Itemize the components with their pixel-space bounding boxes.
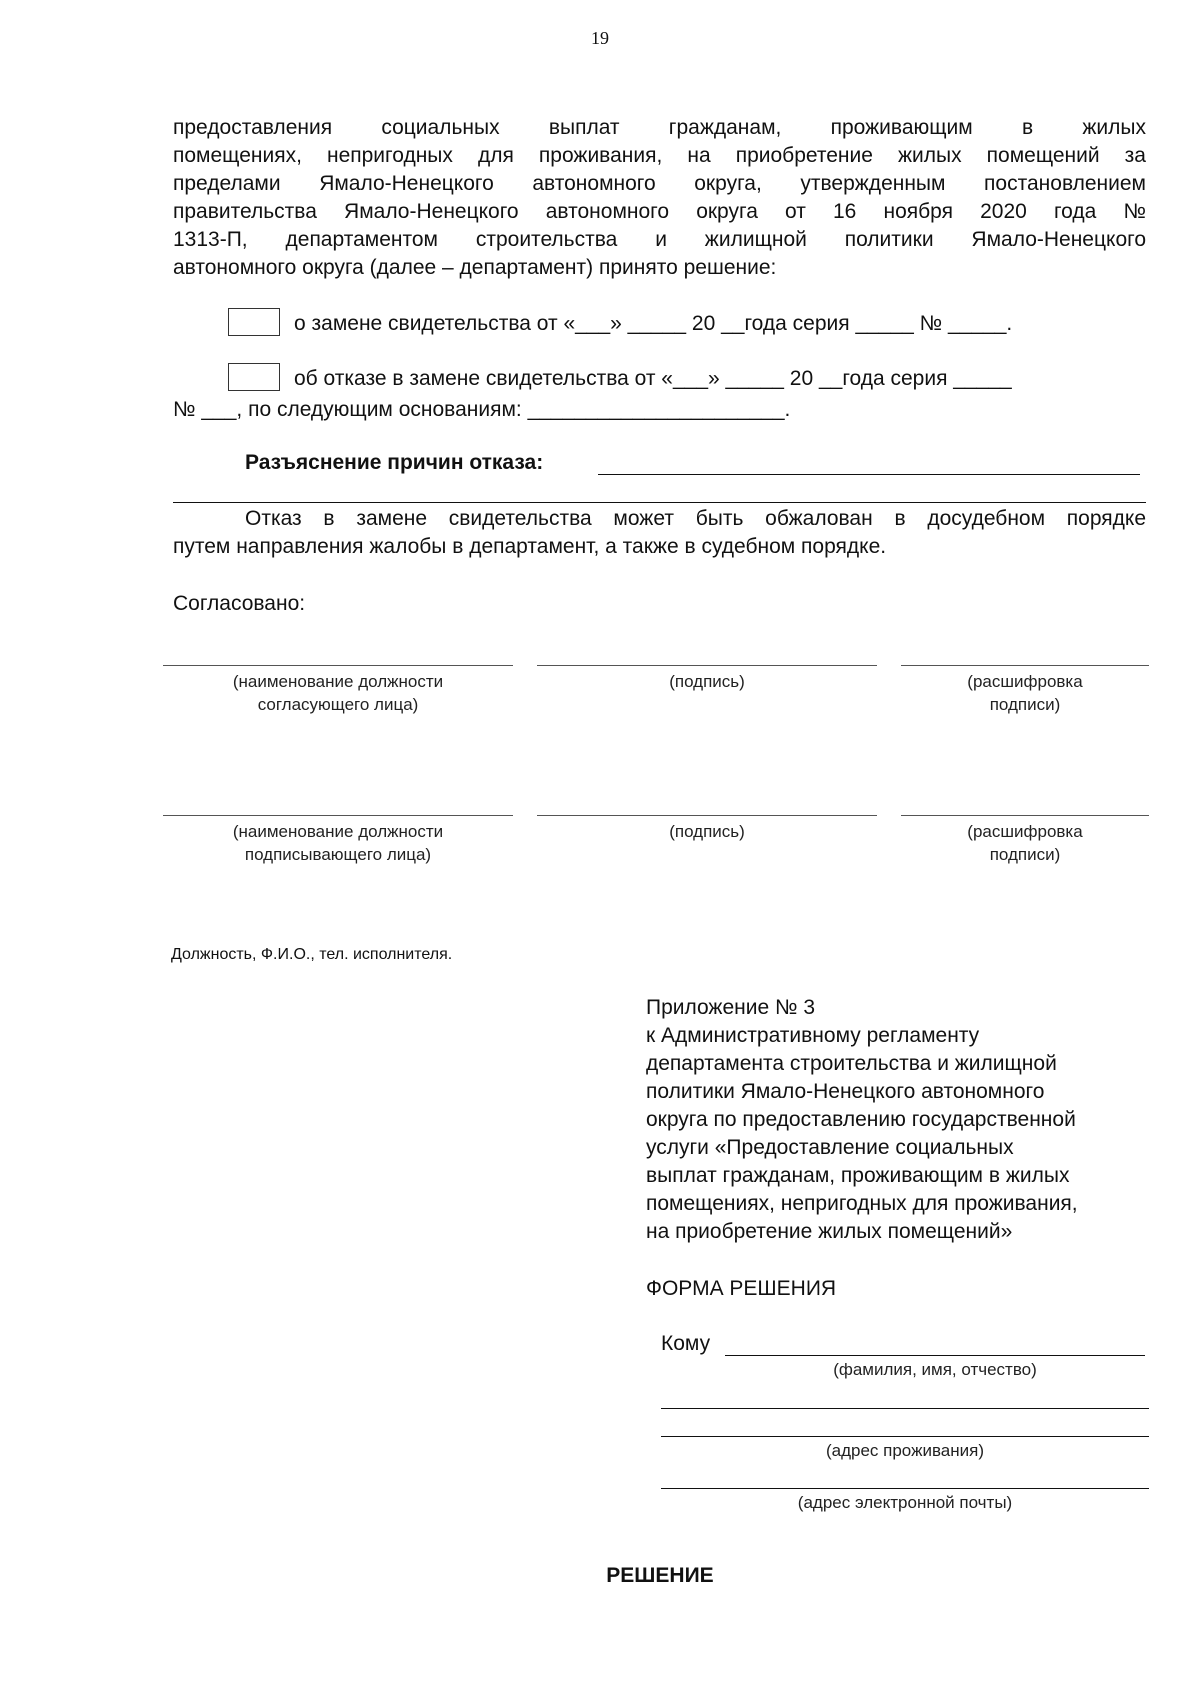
refuse-option-grounds: № ___, по следующим основаниям: ______________________.: [173, 398, 791, 421]
caption-text: (расшифровка: [967, 822, 1083, 841]
address-line-2[interactable]: [661, 1436, 1149, 1437]
refuse-option-text: об отказе в замене свидетельства от «___» _____ 20 __года серия _____: [294, 367, 1012, 390]
executor-note: Должность, Ф.И.О., тел. исполнителя.: [171, 946, 453, 963]
decision-title: РЕШЕНИЕ: [606, 1564, 714, 1587]
refusal-reason-line[interactable]: [598, 474, 1140, 475]
refusal-reason-label: Разъяснение причин отказа:: [245, 451, 544, 474]
intro-line: правительства Ямало-Ненецкого автономного округа от 16 ноября 2020 года №: [173, 200, 1146, 223]
caption-text: (наименование должности: [232, 822, 444, 841]
email-caption: (адрес электронной почты): [797, 1493, 1013, 1512]
intro-line: помещениях, непригодных для проживания, на приобретение жилых помещений за: [173, 144, 1146, 167]
position-line-2[interactable]: [163, 815, 513, 816]
appendix-line: услуги «Предоставление социальных: [646, 1136, 1014, 1159]
address-line-1[interactable]: [661, 1408, 1149, 1409]
appeal-line: путем направления жалобы в департамент, а также в судебном порядке.: [173, 535, 887, 558]
agreed-label: Согласовано:: [173, 592, 306, 615]
fio-line[interactable]: [725, 1355, 1145, 1356]
caption-text: согласующего лица): [257, 695, 419, 714]
address-caption: (адрес проживания): [825, 1441, 984, 1460]
intro-paragraph: [173, 114, 1146, 282]
appendix-header: [646, 994, 1151, 1246]
appendix-line: департамента строительства и жилищной: [646, 1052, 1057, 1075]
intro-line: 1313-П, департаментом строительства и жилищной политики Ямало-Ненецкого: [173, 228, 1146, 251]
signature-line-1[interactable]: [537, 665, 877, 666]
decode-caption-1: [901, 670, 1149, 716]
to-label: Кому: [661, 1332, 711, 1355]
position-line-1[interactable]: [163, 665, 513, 666]
caption-text: подписи): [989, 845, 1061, 864]
intro-line: предоставления социальных выплат гражданам, проживающим в жилых: [173, 116, 1146, 139]
replace-option-text: о замене свидетельства от «___» _____ 20 __года серия _____ № _____.: [294, 312, 1013, 335]
email-line[interactable]: [661, 1488, 1149, 1489]
decode-caption-2: [901, 820, 1149, 866]
appendix-line: выплат гражданам, проживающим в жилых: [646, 1164, 1070, 1187]
refusal-reason-line-2[interactable]: [173, 502, 1146, 503]
decode-line-1[interactable]: [901, 665, 1149, 666]
page-number: 19: [591, 28, 609, 48]
appendix-line: Приложение № 3: [646, 996, 816, 1019]
position-caption-1: [163, 670, 513, 716]
appendix-line: на приобретение жилых помещений»: [646, 1220, 1013, 1243]
signature-line-2[interactable]: [537, 815, 877, 816]
form-title: ФОРМА РЕШЕНИЯ: [646, 1277, 837, 1300]
appeal-paragraph: [173, 505, 1146, 561]
decode-line-2[interactable]: [901, 815, 1149, 816]
appeal-line: Отказ в замене свидетельства может быть обжалован в досудебном порядке: [245, 507, 1146, 530]
signature-caption-1: (подпись): [669, 672, 745, 691]
appendix-line: к Административному регламенту: [646, 1024, 980, 1047]
refuse-checkbox[interactable]: [228, 363, 280, 391]
appendix-line: помещениях, непригодных для проживания,: [646, 1192, 1078, 1215]
position-caption-2: [163, 820, 513, 866]
appendix-line: политики Ямало-Ненецкого автономного: [646, 1080, 1045, 1103]
caption-text: подписывающего лица): [244, 845, 432, 864]
fio-caption: (фамилия, имя, отчество): [833, 1360, 1037, 1379]
caption-text: подписи): [989, 695, 1061, 714]
intro-line: автономного округа (далее – департамент) принято решение:: [173, 256, 777, 279]
caption-text: (расшифровка: [967, 672, 1083, 691]
intro-line: пределами Ямало-Ненецкого автономного округа, утвержденным постановлением: [173, 172, 1146, 195]
signature-caption-2: (подпись): [669, 822, 745, 841]
replace-checkbox[interactable]: [228, 308, 280, 336]
appendix-line: округа по предоставлению государственной: [646, 1108, 1076, 1131]
caption-text: (наименование должности: [232, 672, 444, 691]
